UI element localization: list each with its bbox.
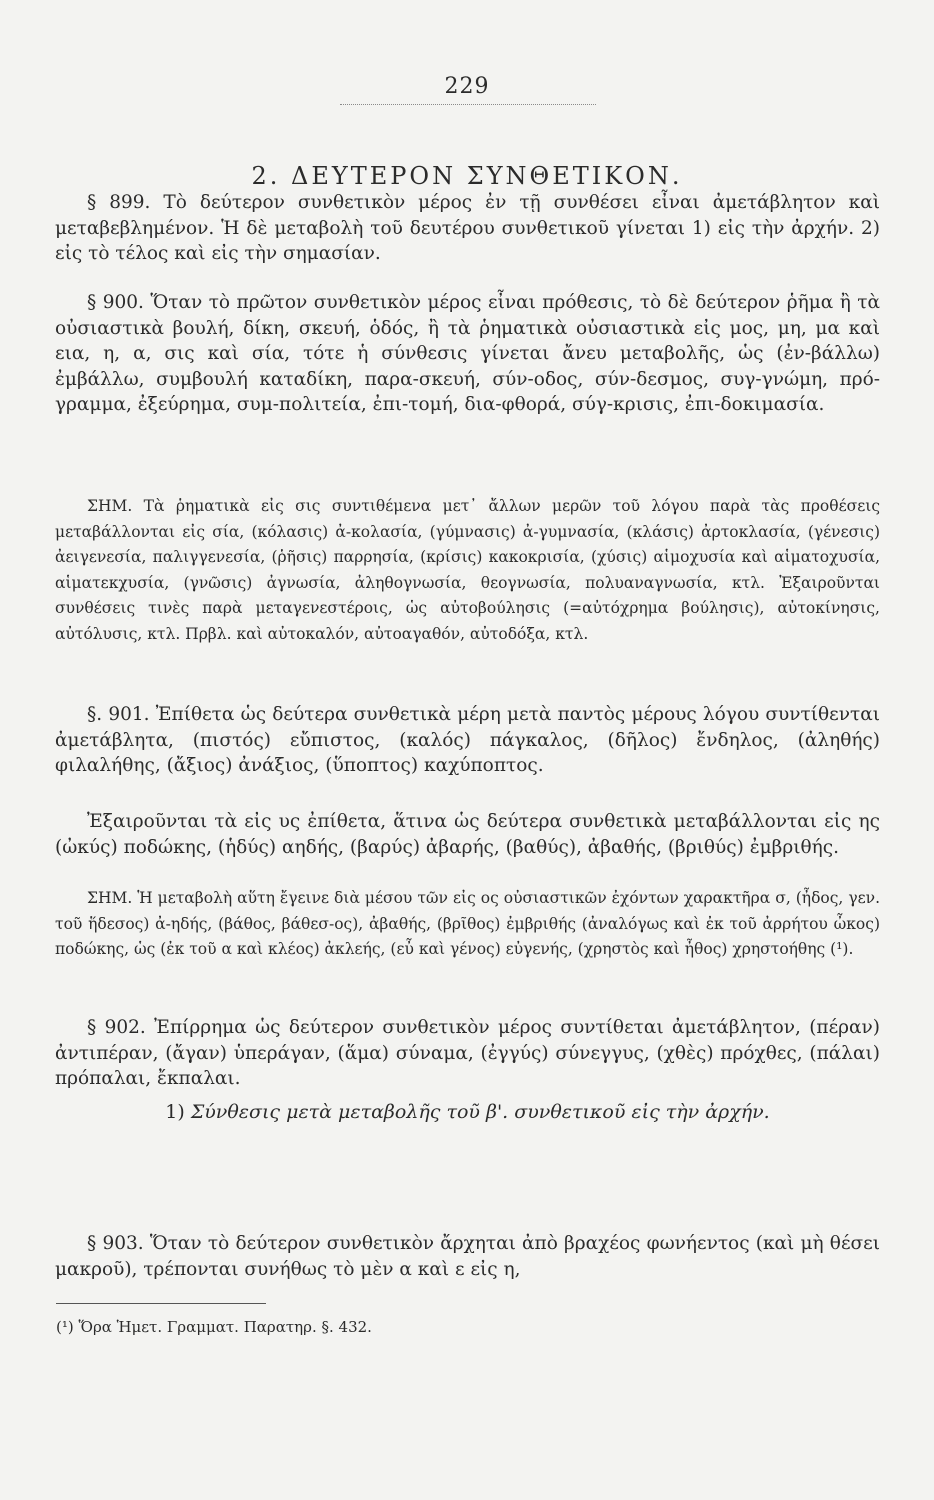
note-paragraph-2: ΣΗΜ. Ἡ μεταβολὴ αὕτη ἔγεινε διὰ μέσου τῶν εἰς ος οὐσιαστικῶν ἐχόντων χαρακτῆρα σ, (ἦδος, γεν. τοῦ ἥδεσος) ἀ-ηδής, (βάθος, βάθεσ-ος), ἀβαθής, (βρῖθος) ἐμβριθής (ἀναλόγως καὶ ἐκ τοῦ ἀρρήτου ὦκος) ποδώκης, ὡς (ἐκ τοῦ α καὶ κλέος) ἀκλεής, (εὖ καὶ γένος) εὐγενής, (χρηστὸς καὶ ἦθος) χρηστοήθης (¹). (55, 889, 880, 959)
ornament-divider (340, 104, 596, 111)
paragraph-900: § 900. Ὅταν τὸ πρῶτον συνθετικὸν μέρος εἶναι πρόθεσις, τὸ δὲ δεύτερον ῥῆμα ἢ τὰ οὐσιαστικὰ βουλή, δίκη, σκευή, ὁδός, ἢ τὰ ῥηματικὰ οὐσιαστικὰ εἰς μος, μη, μα καὶ εια, η, α, σις καὶ σία, τότε ἡ σύνθεσις γίνεται ἄνευ μεταβολῆς, ὡς (ἐν-βάλλω) ἐμβάλλω, συμβουλή καταδίκη, παρα-σκευή, σύν-οδος, σύν-δεσμος, συγ-γνώμη, πρό-γραμμα, ἐξεύρημα, συμ-πολιτεία, ἐπι-τομή, δια-φθορά, σύγ-κρισις, ἐπι-δοκιμασία. (55, 292, 880, 416)
footnote: (¹) Ὅρα Ἡμετ. Γραμματ. Παρατηρ. §. 432. (56, 1318, 372, 1336)
paragraph-902: § 902. Ἐπίρρημα ὡς δεύτερον συνθετικὸν μέρος συντίθεται ἀμετάβλητον, (πέραν) ἀντιπέραν, (ἄγαν) ὑπεράγαν, (ἅμα) σύναμα, (ἐγγύς) σύνεγγυς, (χθὲς) πρόχθες, (πάλαι) πρόπαλαι, ἔκπαλαι. (55, 1017, 880, 1090)
paragraph-903: § 903. Ὅταν τὸ δεύτερον συνθετικὸν ἄρχηται ἀπὸ βραχέος φωνήεντος (καὶ μὴ θέσει μακροῦ), τρέπονται συνήθως τὸ μὲν α καὶ ε εἰς η, (55, 1233, 880, 1280)
subheading-text: Σύνθεσις μετὰ μεταβολῆς τοῦ β'. συνθετικοῦ εἰς τὴν ἀρχήν. (190, 1101, 770, 1123)
chapter-title: 2. ΔΕΥΤΕΡΟΝ ΣΥΝΘΕΤΙΚΟΝ. (251, 162, 683, 191)
page-number: 229 (444, 74, 490, 99)
paragraph-901: §. 901. Ἐπίθετα ὡς δεύτερα συνθετικὰ μέρη μετὰ παντὸς μέρους λόγου συντίθενται ἀμετάβλητα, (πιστός) εὔπιστος, (καλός) πάγκαλος, (δῆλος) ἔνδηλος, (ἀληθής) φιλαλήθης, (ἄξιος) ἀνάξιος, (ὕποπτος) καχύποπτος. (55, 704, 880, 777)
subheading-number: 1) (165, 1101, 185, 1123)
paragraph-901-exception: Ἐξαιροῦνται τὰ εἰς υς ἐπίθετα, ἅτινα ὡς δεύτερα συνθετικὰ μεταβάλλονται εἰς ης (ὠκύς) ποδώκης, (ἡδύς) αηδής, (βαρύς) ἀβαρής, (βαθύς), ἀβαθής, (βριθύς) ἐμβριθής. (55, 811, 880, 858)
footnote-rule (56, 1303, 266, 1304)
subheading (55, 1097, 880, 1128)
note-paragraph-1: ΣΗΜ. Τὰ ῥηματικὰ εἰς σις συντιθέμενα μετ᾽ ἄλλων μερῶν τοῦ λόγου παρὰ τὰς προθέσεις μεταβάλλονται εἰς σία, (κόλασις) ἀ-κολασία, (γύμνασις) ἀ-γυμνασία, (κλάσις) ἀρτοκλασία, (γένεσις) ἀειγενεσία, παλιγγενεσία, (ῥῆσις) παρρησία, (κρίσις) κακοκρισία, (χύσις) αἱμοχυσία καὶ αἱματοχυσία, αἱματεκχυσία, (γνῶσις) ἀγνωσία, ἀληθογνωσία, θεογνωσία, πολυαναγνωσία, κτλ. Ἐξαιροῦνται συνθέσεις τινὲς παρὰ μεταγενεστέροις, ὡς αὐτοβούλησις (=αὐτόχρημα βούλησις), αὐτοκίνησις, αὐτόλυσις, κτλ. Πρβλ. καὶ αὐτοκαλόν, αὐτοαγαθόν, αὐτοδόξα, κτλ. (55, 497, 880, 643)
paragraph-899: § 899. Τὸ δεύτερον συνθετικὸν μέρος ἐν τῇ συνθέσει εἶναι ἀμετάβλητον καὶ μεταβεβλημένον. Ἡ δὲ μεταβολὴ τοῦ δευτέρου συνθετικοῦ γίνεται 1) εἰς τὴν ἀρχήν. 2) εἰς τὸ τέλος καὶ εἰς τὴν σημασίαν. (55, 192, 880, 265)
